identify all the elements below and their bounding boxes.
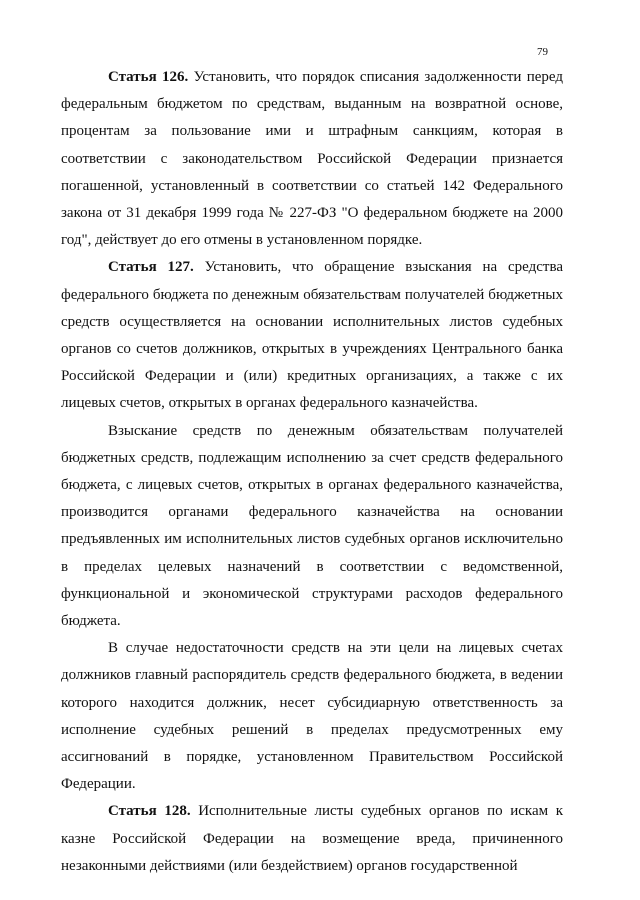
article-heading: Статья 126. [108,69,189,85]
paragraph-text: Исполнительные листы судебных органов по искам к казне Российской Федерации на возмещение вреда, причиненного незаконными действиями (или бездействием) органов государственной [61,803,563,874]
article-heading: Статья 127. [108,259,194,276]
paragraph-text: В случае недостаточности средств на эти цели на лицевых счетах должников главный распорядитель средств федерального бюджета, в ведении которого находится должник, несет субсидиарную ответственность за исполнение судебных решений в пределах предусмотренных ему ассигнований в порядке, установленном Правительством Российской Федерации. [61,640,563,793]
page-number: 79 [537,46,548,58]
article-127-paragraph-3 [61,635,563,798]
article-126-paragraph [61,64,563,254]
document-body [61,64,563,880]
article-128-paragraph [61,798,563,880]
paragraph-text: Взыскание средств по денежным обязательствам получателей бюджетных средств, подлежащим исполнению за счет средств федерального бюджета, с лицевых счетов, открытых в органах федерального казначейства, производится органами федерального казначейства на основании предъявленных им исполнительных листов судебных органов исключительно в пределах целевых назначений в соответствии с ведомственной, функциональной и экономической структурами расходов федерального бюджета. [61,422,563,630]
article-127-paragraph-2 [61,418,563,636]
paragraph-text: Установить, что обращение взыскания на средства федерального бюджета по денежным обязательствам получателей бюджетных средств осуществляется на основании исполнительных листов судебных органов со счетов должников, открытых в учреждениях Центрального банка Российской Федерации и (или) кредитных организациях, а также с их лицевых счетов, открытых в органах федерального казначейства. [61,259,564,412]
article-heading: Статья 128. [108,803,191,820]
article-127-paragraph [61,254,563,417]
paragraph-text: Установить, что порядок списания задолженности перед федеральным бюджетом по средствам, выданным на возвратной основе, процентам за пользование ими и штрафным санкциям, которая в соответствии с законодательством Российской Федерации признается погашенной, установленный в соответствии со статьей 142 Федерального закона от 31 декабря 1999 года № 227-ФЗ "О федеральном бюджете на 2000 год", действует до его отмены в установленном порядке. [61,69,563,249]
